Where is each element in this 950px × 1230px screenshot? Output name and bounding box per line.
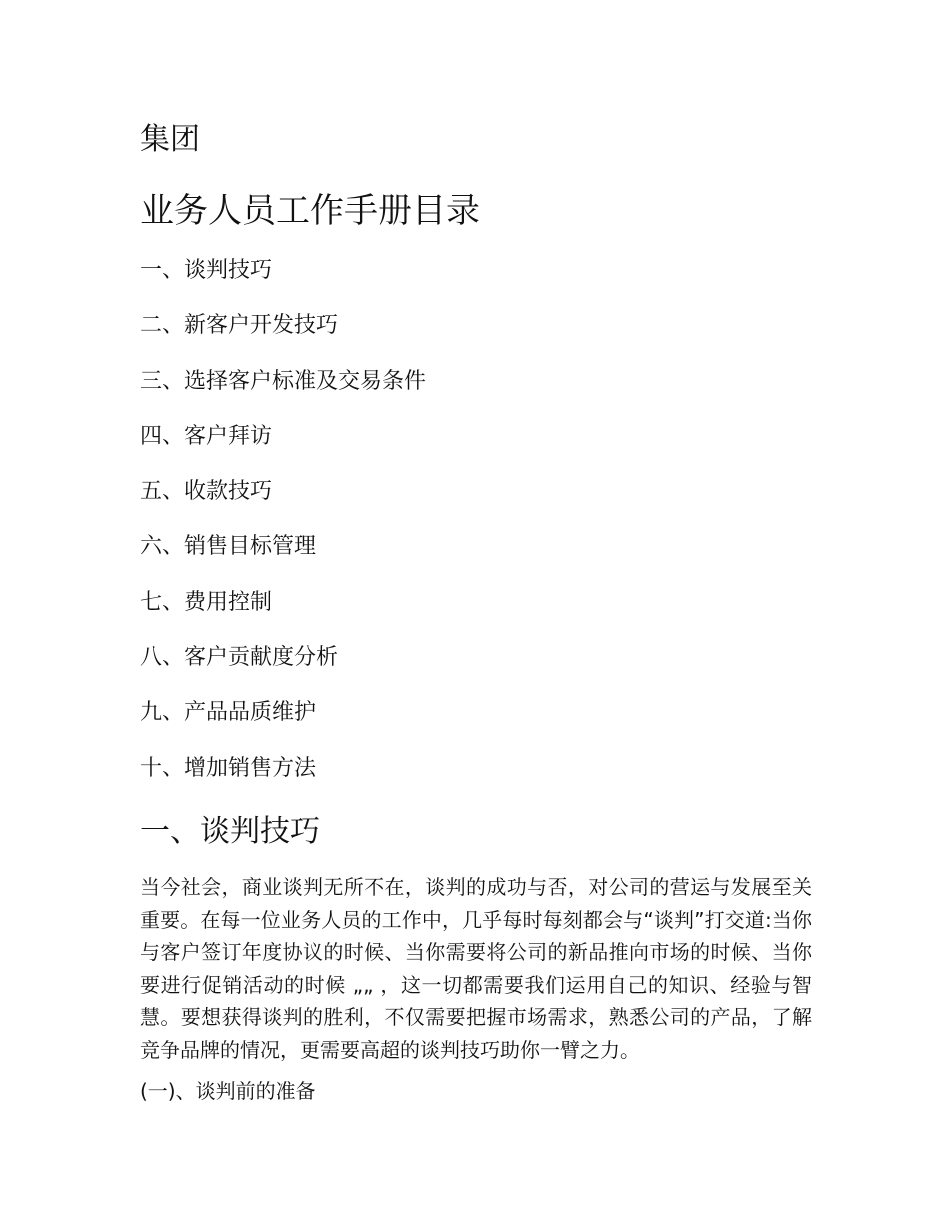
toc-item: 六、销售目标管理 bbox=[140, 534, 317, 560]
toc-item: 七、费用控制 bbox=[140, 589, 273, 615]
sub-heading: (一)、谈判前的准备 bbox=[140, 1079, 316, 1103]
toc-item: 八、客户贡献度分析 bbox=[140, 645, 339, 671]
toc-item: 五、收款技巧 bbox=[140, 479, 273, 505]
toc-item: 二、新客户开发技巧 bbox=[140, 313, 339, 339]
toc-item: 四、客户拜访 bbox=[140, 423, 273, 449]
toc-item: 十、增加销售方法 bbox=[140, 755, 317, 781]
toc-item: 一、谈判技巧 bbox=[140, 258, 273, 283]
toc-item: 三、选择客户标准及交易条件 bbox=[140, 368, 427, 394]
toc-item: 九、产品品质维护 bbox=[140, 700, 317, 726]
company-name: 集团 bbox=[140, 122, 200, 157]
document-title: 业务人员工作手册目录 bbox=[140, 191, 480, 231]
section-heading: 一、谈判技巧 bbox=[140, 814, 320, 849]
table-of-contents bbox=[140, 256, 426, 809]
section-paragraph: 当今社会，商业谈判无所不在，谈判的成功与否，对公司的营运与发展至关重要。在每一位业务人员的工作中，几乎每时每刻都会与“谈判”打交道:当你与客户签订年度协议的时候、当你需要将公司的新品推向市场的时候、当你要进行促销活动的时候 „„ ，这一切都需要我们运用自己的知识、经验与智慧。要想获得谈判的胜利，不仅需要把握市场需求，熟悉公司的产品，了解竞争品牌的情况，更需要高超的谈判技巧助你一臂之力。 bbox=[140, 875, 812, 1062]
